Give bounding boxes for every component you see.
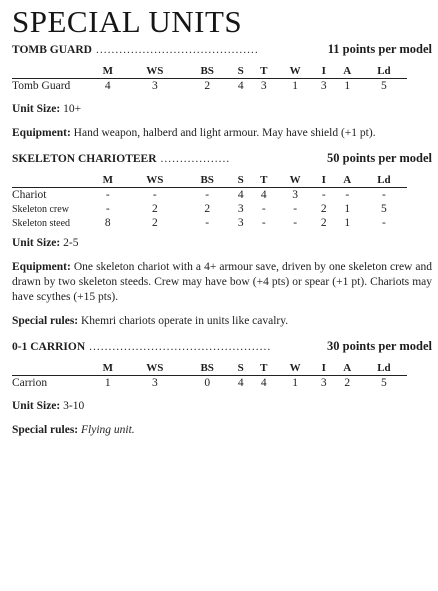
- stat-cell: -: [205, 217, 210, 229]
- stat-header: WS: [146, 173, 164, 186]
- table-row: [12, 188, 407, 203]
- stat-cell: 3: [151, 377, 158, 389]
- stat-header: BS: [200, 64, 214, 77]
- stat-cell: 1: [344, 217, 351, 229]
- stat-cell: 2: [204, 203, 211, 215]
- stat-header: S: [237, 173, 244, 186]
- stat-cell: -: [261, 203, 266, 215]
- page: [12, 4, 432, 438]
- stat-cell: -: [152, 189, 157, 201]
- stat-cell: 8: [104, 217, 111, 229]
- equipment-label: Equipment:: [12, 127, 71, 139]
- stat-header: M: [102, 64, 113, 77]
- stat-cell: 5: [381, 203, 387, 215]
- stat-header: M: [102, 361, 113, 374]
- stat-header-row: [12, 172, 407, 188]
- stat-cell: 5: [381, 377, 387, 389]
- stat-cell: 2: [344, 377, 351, 389]
- stat-header: A: [343, 173, 352, 186]
- stat-header: T: [260, 173, 268, 186]
- unit-size-value: 3-10: [63, 400, 85, 412]
- stat-cell: 3: [320, 80, 327, 92]
- stat-header: [12, 63, 90, 79]
- unit-header: [12, 42, 432, 58]
- stat-cell: 1: [292, 80, 298, 92]
- stat-cell: -: [321, 189, 326, 201]
- stat-cell: 4: [237, 189, 244, 201]
- stat-cell: 5: [381, 80, 387, 92]
- stat-header: T: [260, 64, 268, 77]
- stat-cell: Chariot: [12, 189, 47, 201]
- stat-header: W: [289, 173, 301, 186]
- unit-size-line: [12, 399, 432, 414]
- stat-header: Ld: [377, 361, 391, 374]
- unit-name: SKELETON CHARIOTEER: [12, 153, 157, 165]
- stat-cell: -: [261, 217, 266, 229]
- stat-header: A: [343, 361, 352, 374]
- stat-cell: 2: [320, 217, 327, 229]
- stat-table: [12, 360, 407, 390]
- stat-cell: -: [293, 203, 298, 215]
- equipment-line: [12, 260, 432, 305]
- stat-cell: 4: [237, 80, 244, 92]
- special-rules-line: [12, 423, 432, 438]
- unit-size-line: [12, 102, 432, 117]
- table-row: [12, 202, 407, 216]
- stat-cell: -: [345, 189, 350, 201]
- stat-header: S: [237, 64, 244, 77]
- unit-size-value: 2-5: [63, 237, 79, 249]
- stat-header: [12, 172, 90, 188]
- stat-cell: 3: [151, 80, 158, 92]
- stat-header: M: [102, 173, 113, 186]
- stat-cell: 2: [151, 217, 158, 229]
- unit-points: 11 points per model: [327, 42, 432, 56]
- stat-table: [12, 172, 407, 230]
- stat-header: Ld: [377, 64, 391, 77]
- stat-header: [12, 360, 90, 376]
- stat-cell: -: [105, 203, 110, 215]
- leader-dots: ...............................................: [89, 341, 272, 353]
- special-rules-label: Special rules:: [12, 315, 79, 327]
- stat-header: Ld: [377, 173, 391, 186]
- stat-cell: 3: [260, 80, 267, 92]
- stat-header: S: [237, 361, 244, 374]
- stat-header: BS: [200, 173, 214, 186]
- stat-cell: 4: [260, 189, 267, 201]
- stat-cell: 4: [237, 377, 244, 389]
- stat-header: W: [289, 64, 301, 77]
- unit-size-line: [12, 236, 432, 251]
- stat-cell: 1: [104, 377, 111, 389]
- leader-dots: ..................: [160, 153, 231, 165]
- stat-header: I: [321, 173, 326, 186]
- stat-cell: Carrion: [12, 377, 48, 389]
- stat-header: WS: [146, 361, 164, 374]
- unit-name: 0-1 CARRION: [12, 341, 86, 353]
- stat-header: T: [260, 361, 268, 374]
- stat-cell: -: [205, 189, 210, 201]
- stat-cell: Skeleton crew: [12, 203, 69, 215]
- stat-header: I: [321, 361, 326, 374]
- stat-cell: 2: [204, 80, 211, 92]
- stat-cell: 1: [344, 80, 351, 92]
- unit-size-label: Unit Size:: [12, 237, 61, 249]
- stat-cell: -: [105, 189, 110, 201]
- stat-cell: Tomb Guard: [12, 80, 71, 92]
- stat-header: W: [289, 361, 301, 374]
- equipment-label: Equipment:: [12, 261, 71, 273]
- equipment-text: One skeleton chariot with a 4+ armour save, driven by one skeleton crew and drawn by two skeleton steeds. Crew may have bow (+4 pts) or spear (+1 pt). Chariots may have scythes (+15 pts).: [12, 261, 433, 303]
- special-rules-text: Khemri chariots operate in units like cavalry.: [81, 315, 289, 327]
- table-row: [12, 79, 407, 94]
- stat-cell: -: [382, 217, 386, 229]
- stat-cell: -: [293, 217, 298, 229]
- stat-cell: 3: [320, 377, 327, 389]
- unit-skeleton-charioteer: [12, 151, 432, 329]
- equipment-line: [12, 126, 432, 141]
- stat-cell: 0: [204, 377, 211, 389]
- table-row: [12, 376, 407, 391]
- stat-cell: 3: [237, 217, 244, 229]
- stat-header: A: [343, 64, 352, 77]
- stat-cell: -: [382, 189, 386, 201]
- stat-header: I: [321, 64, 326, 77]
- leader-dots: ..........................................: [95, 44, 259, 56]
- stat-header-row: [12, 63, 407, 79]
- stat-cell: Skeleton steed: [12, 217, 71, 229]
- stat-cell: 4: [260, 377, 267, 389]
- stat-header: BS: [200, 361, 214, 374]
- unit-name: TOMB GUARD: [12, 44, 92, 56]
- page-title: SPECIAL UNITS: [12, 4, 243, 39]
- unit-size-value: 10+: [63, 103, 82, 115]
- unit-size-label: Unit Size:: [12, 400, 61, 412]
- unit-carrion: [12, 339, 432, 438]
- special-rules-line: [12, 314, 432, 329]
- special-rules-text: Flying unit.: [81, 424, 135, 436]
- unit-header: [12, 339, 432, 355]
- stat-cell: 4: [104, 80, 111, 92]
- stat-cell: 1: [344, 203, 351, 215]
- stat-table: [12, 63, 407, 93]
- equipment-text: Hand weapon, halberd and light armour. May have shield (+1 pt).: [73, 127, 376, 139]
- stat-header-row: [12, 360, 407, 376]
- table-row: [12, 216, 407, 230]
- special-rules-label: Special rules:: [12, 424, 79, 436]
- unit-header: [12, 151, 432, 167]
- stat-cell: 3: [237, 203, 244, 215]
- stat-cell: 2: [151, 203, 158, 215]
- stat-cell: 1: [292, 377, 298, 389]
- unit-size-label: Unit Size:: [12, 103, 61, 115]
- stat-header: WS: [146, 64, 164, 77]
- unit-tomb-guard: [12, 42, 432, 141]
- stat-cell: 2: [320, 203, 327, 215]
- unit-points: 50 points per model: [327, 151, 432, 165]
- unit-points: 30 points per model: [327, 339, 432, 353]
- stat-cell: 3: [292, 189, 298, 201]
